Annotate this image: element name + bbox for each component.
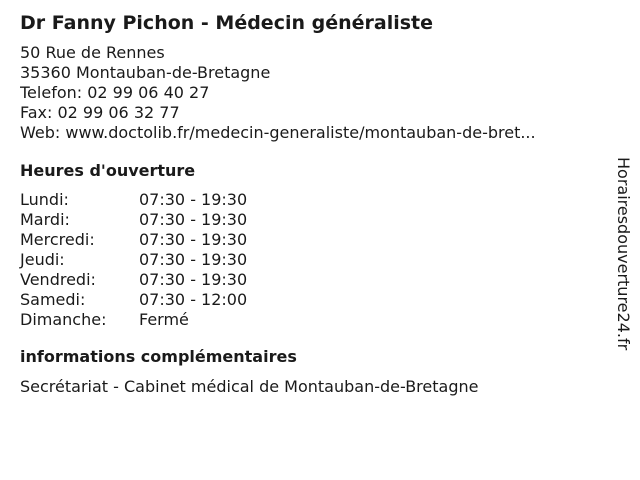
- hours-time: 07:30 - 12:00: [139, 290, 248, 309]
- hours-table: [20, 190, 600, 330]
- hours-row: [20, 290, 600, 310]
- info-text: Secrétariat - Cabinet médical de Montauban-de-Bretagne: [20, 377, 479, 396]
- website-link[interactable]: Web: www.doctolib.fr/medecin-generaliste/montauban-de-bret...: [20, 123, 536, 142]
- street: 50 Rue de Rennes: [20, 43, 165, 62]
- page-title: Dr Fanny Pichon - Médecin généraliste: [20, 12, 434, 34]
- hours-row: [20, 210, 600, 230]
- hours-day: Samedi:: [20, 290, 86, 309]
- hours-time: 07:30 - 19:30: [139, 270, 248, 289]
- hours-day: Mardi:: [20, 210, 70, 229]
- business-card: [20, 10, 600, 397]
- hours-row: [20, 270, 600, 290]
- hours-row: [20, 230, 600, 250]
- hours-day: Dimanche:: [20, 310, 107, 329]
- hours-row: [20, 250, 600, 270]
- address-block: [20, 43, 600, 143]
- hours-day: Jeudi:: [20, 250, 65, 269]
- hours-row: [20, 310, 600, 330]
- hours-day: Vendredi:: [20, 270, 96, 289]
- hours-time: 07:30 - 19:30: [139, 210, 248, 229]
- fax: Fax: 02 99 06 32 77: [20, 103, 180, 122]
- site-watermark: [612, 136, 634, 372]
- phone: Telefon: 02 99 06 40 27: [20, 83, 210, 102]
- hours-row: [20, 190, 600, 210]
- hours-title: Heures d'ouverture: [20, 161, 196, 180]
- hours-time: 07:30 - 19:30: [139, 230, 248, 249]
- info-title: informations complémentaires: [20, 347, 297, 366]
- hours-day: Lundi:: [20, 190, 69, 209]
- city: 35360 Montauban-de-Bretagne: [20, 63, 271, 82]
- watermark-text: Horairesdouverture24.fr: [614, 157, 633, 351]
- hours-time: 07:30 - 19:30: [139, 250, 248, 269]
- hours-time: 07:30 - 19:30: [139, 190, 248, 209]
- hours-time: Fermé: [139, 310, 189, 329]
- hours-day: Mercredi:: [20, 230, 95, 249]
